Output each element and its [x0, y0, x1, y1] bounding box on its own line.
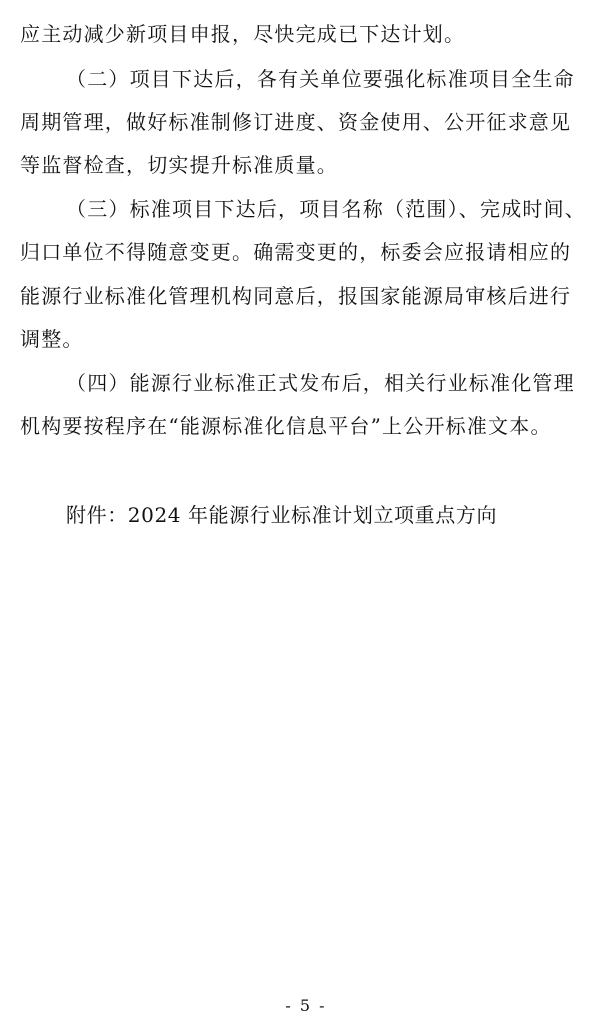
paragraph-4-line-1: （四）能源行业标准正式发布后，相关行业标准化管理: [66, 371, 575, 395]
paragraph-2-line-1: （二）项目下达后，各有关单位要强化标准项目全生命: [66, 67, 575, 91]
paragraph-1-line-1: 应主动减少新项目申报，尽快完成已下达计划。: [20, 22, 466, 46]
paragraph-3-line-2: 归口单位不得随意变更。确需变更的，标委会应报请相应的: [20, 240, 572, 264]
paragraph-2-line-2: 周期管理，做好标准制修订进度、资金使用、公开征求意见: [20, 110, 572, 134]
paragraph-3-line-1: （三）标准项目下达后，项目名称（范围）、完成时间、: [66, 197, 586, 221]
paragraph-3-line-3: 能源行业标准化管理机构同意后，报国家能源局审核后进行: [20, 284, 572, 308]
page-number: - 5 -: [285, 996, 327, 1015]
paragraph-4-line-2: 机构要按程序在“能源标准化信息平台”上公开标准文本。: [20, 414, 552, 438]
paragraph-2-line-3: 等监督检查，切实提升标准质量。: [20, 153, 338, 177]
attachment-line: 附件：2024 年能源行业标准计划立项重点方向: [66, 503, 498, 527]
paragraph-3-line-4: 调整。: [20, 327, 84, 351]
